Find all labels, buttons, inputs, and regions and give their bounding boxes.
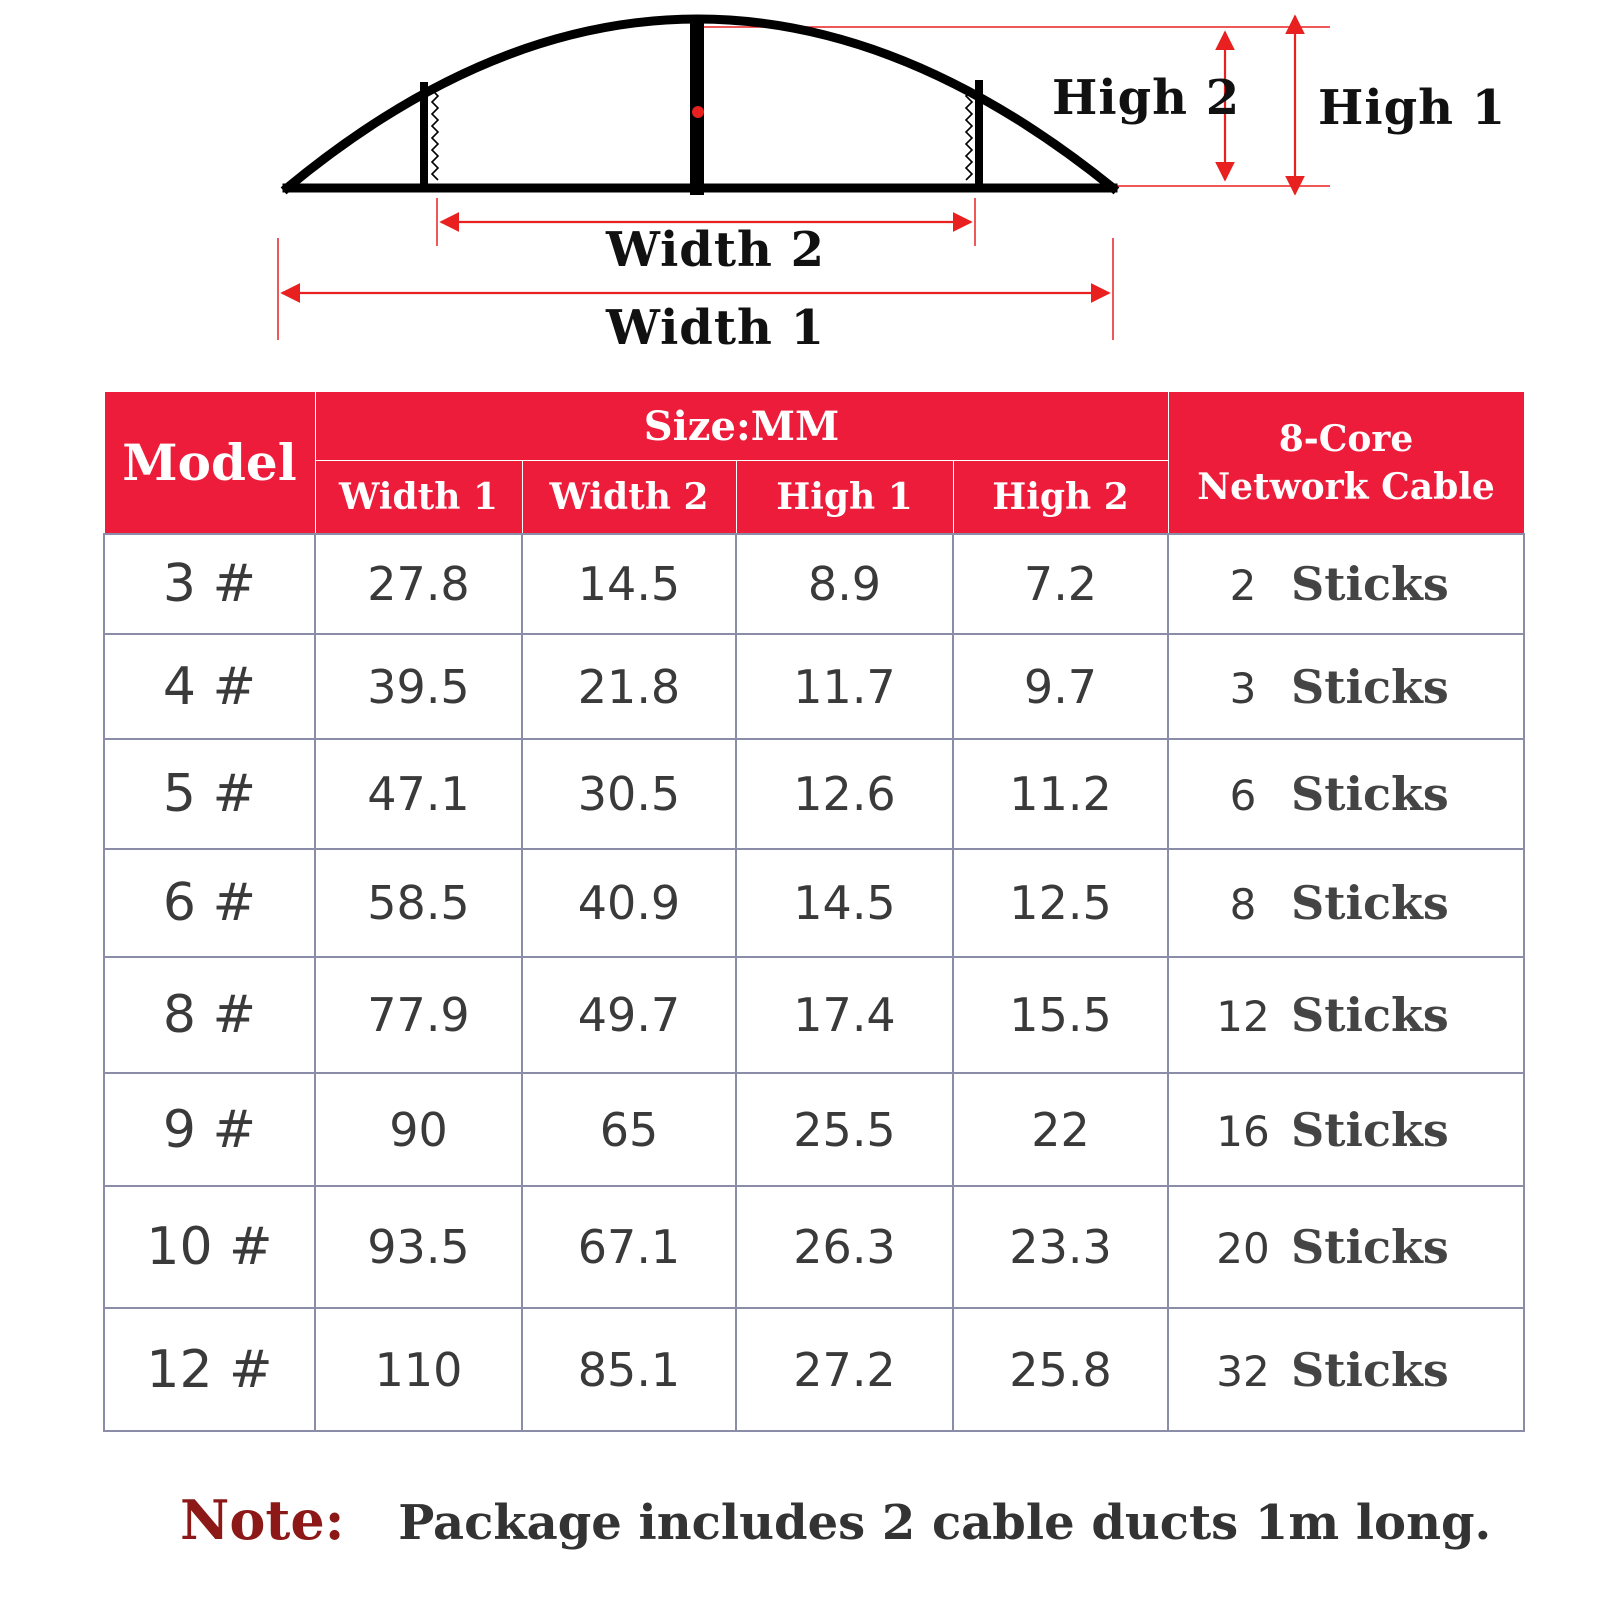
network-cable-header bbox=[1168, 392, 1524, 535]
cable-count: 2 bbox=[1229, 561, 1257, 610]
network-cable-cell bbox=[1168, 534, 1524, 634]
table-row bbox=[104, 849, 1524, 957]
high-2-cell: 9.7 bbox=[953, 634, 1168, 739]
high-1-cell: 8.9 bbox=[736, 534, 953, 634]
cable-unit: Sticks bbox=[1291, 557, 1449, 611]
cable-count: 20 bbox=[1216, 1224, 1270, 1273]
high-2-cell: 7.2 bbox=[953, 534, 1168, 634]
table-row bbox=[104, 957, 1524, 1073]
high-2-header: High 2 bbox=[953, 461, 1168, 535]
size-group-header: Size:MM bbox=[315, 392, 1168, 461]
high-1-cell: 14.5 bbox=[736, 849, 953, 957]
high-1-label: High 1 bbox=[1318, 80, 1507, 136]
table-row bbox=[104, 739, 1524, 849]
table-row bbox=[104, 1186, 1524, 1308]
model-cell: 9 # bbox=[104, 1073, 315, 1186]
high-2-cell: 22 bbox=[953, 1073, 1168, 1186]
network-cable-cell bbox=[1168, 634, 1524, 739]
cable-unit: Sticks bbox=[1291, 988, 1449, 1042]
width-1-cell: 58.5 bbox=[315, 849, 522, 957]
width-1-label: Width 1 bbox=[606, 300, 826, 356]
width-2-cell: 85.1 bbox=[522, 1308, 736, 1431]
cable-unit: Sticks bbox=[1291, 1102, 1449, 1157]
high-2-cell: 11.2 bbox=[953, 739, 1168, 849]
width-2-cell: 40.9 bbox=[522, 849, 736, 957]
table-body bbox=[104, 534, 1524, 1431]
network-cable-cell bbox=[1168, 1308, 1524, 1431]
network-cable-cell bbox=[1168, 1186, 1524, 1308]
high-2-label: High 2 bbox=[1052, 70, 1241, 126]
package-note bbox=[180, 1488, 1491, 1552]
width-2-cell: 49.7 bbox=[522, 957, 736, 1073]
cable-count: 6 bbox=[1229, 771, 1257, 820]
table-header bbox=[104, 392, 1524, 535]
size-specification-table bbox=[103, 391, 1525, 1432]
high-1-cell: 17.4 bbox=[736, 957, 953, 1073]
model-cell: 8 # bbox=[104, 957, 315, 1073]
cable-count: 3 bbox=[1229, 663, 1257, 713]
cable-count: 8 bbox=[1229, 880, 1257, 929]
network-cable-header-line-1: 8-Core bbox=[1278, 417, 1414, 460]
width-1-cell: 93.5 bbox=[315, 1186, 522, 1308]
network-cable-header-line-2: Network Cable bbox=[1197, 465, 1495, 508]
note-text: Package includes 2 cable ducts 1m long. bbox=[398, 1495, 1492, 1551]
cable-unit: Sticks bbox=[1291, 1220, 1449, 1274]
network-cable-cell bbox=[1168, 849, 1524, 957]
width-1-cell: 90 bbox=[315, 1073, 522, 1186]
model-cell: 12 # bbox=[104, 1308, 315, 1431]
network-cable-cell bbox=[1168, 957, 1524, 1073]
width-1-cell: 47.1 bbox=[315, 739, 522, 849]
table-row bbox=[104, 1308, 1524, 1431]
width-2-cell: 14.5 bbox=[522, 534, 736, 634]
width-2-cell: 65 bbox=[522, 1073, 736, 1186]
model-cell: 4 # bbox=[104, 634, 315, 739]
network-cable-cell bbox=[1168, 739, 1524, 849]
cable-count: 12 bbox=[1216, 992, 1270, 1041]
width-1-header: Width 1 bbox=[315, 461, 522, 535]
width-2-label: Width 2 bbox=[606, 222, 826, 278]
model-cell: 3 # bbox=[104, 534, 315, 634]
model-cell: 5 # bbox=[104, 739, 315, 849]
width-1-cell: 39.5 bbox=[315, 634, 522, 739]
high-1-cell: 11.7 bbox=[736, 634, 953, 739]
table-row bbox=[104, 1073, 1524, 1186]
table-row bbox=[104, 534, 1524, 634]
cable-unit: Sticks bbox=[1291, 876, 1449, 930]
high-1-cell: 12.6 bbox=[736, 739, 953, 849]
high-2-cell: 23.3 bbox=[953, 1186, 1168, 1308]
width-2-header: Width 2 bbox=[522, 461, 736, 535]
high-2-cell: 15.5 bbox=[953, 957, 1168, 1073]
note-label: Note: bbox=[180, 1488, 345, 1552]
cross-section-diagram bbox=[0, 0, 1600, 370]
width-2-cell: 21.8 bbox=[522, 634, 736, 739]
model-cell: 6 # bbox=[104, 849, 315, 957]
width-2-cell: 30.5 bbox=[522, 739, 736, 849]
cable-unit: Sticks bbox=[1291, 1342, 1449, 1397]
table-row bbox=[104, 634, 1524, 739]
high-1-cell: 26.3 bbox=[736, 1186, 953, 1308]
cable-unit: Sticks bbox=[1291, 767, 1449, 821]
cable-count: 32 bbox=[1216, 1346, 1270, 1396]
width-1-cell: 110 bbox=[315, 1308, 522, 1431]
width-1-cell: 27.8 bbox=[315, 534, 522, 634]
network-cable-cell bbox=[1168, 1073, 1524, 1186]
high-2-cell: 25.8 bbox=[953, 1308, 1168, 1431]
width-2-cell: 67.1 bbox=[522, 1186, 736, 1308]
width-1-cell: 77.9 bbox=[315, 957, 522, 1073]
high-2-cell: 12.5 bbox=[953, 849, 1168, 957]
high-1-header: High 1 bbox=[736, 461, 953, 535]
cable-unit: Sticks bbox=[1291, 659, 1449, 714]
cable-count: 16 bbox=[1216, 1106, 1270, 1156]
model-cell: 10 # bbox=[104, 1186, 315, 1308]
model-header: Model bbox=[104, 392, 315, 535]
high-1-cell: 25.5 bbox=[736, 1073, 953, 1186]
high-1-cell: 27.2 bbox=[736, 1308, 953, 1431]
